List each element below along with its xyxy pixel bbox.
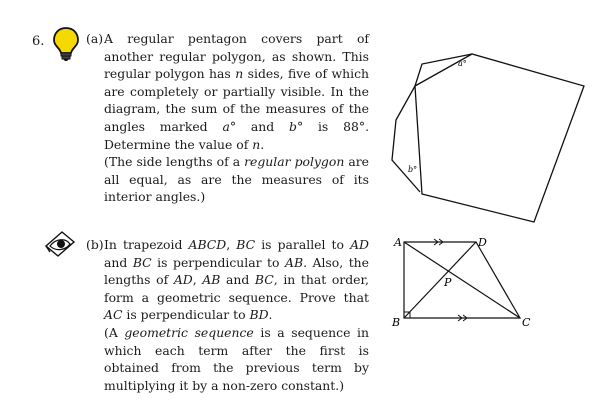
eye-icon — [44, 230, 84, 260]
lightbulb-icon — [52, 26, 80, 62]
angle-a-label: a° — [458, 59, 467, 68]
diagonal-ac — [404, 242, 520, 318]
pentagon-figure — [384, 44, 594, 234]
part-a-note: (The side lengths of a regular polygon are all equal, as are the measures of its interior angles.) — [104, 154, 369, 205]
part-b-note: (A geometric sequence is a sequence in which each term after the first is obtained from the previous term by multiplying it by a non-zero constant.) — [104, 325, 369, 393]
angle-b-label: b° — [408, 165, 418, 174]
trapezoid-figure — [386, 232, 536, 332]
vertex-d: D — [478, 236, 487, 249]
intersection-p: P — [444, 276, 452, 289]
part-a-text: A regular pentagon covers part of another regular polygon, as shown. This regular polygon has n sides, five of which are completely or partially visible. In the diagram, the sum of the measures of the angles marked a° and b° is 88°. Determine the value of n. — [104, 31, 370, 152]
pentagon — [415, 54, 584, 222]
part-b-label: (b) — [86, 237, 104, 252]
vertex-b: B — [392, 316, 401, 329]
part-b-text: In trapezoid ABCD, BC is parallel to AD and BC is perpendicular to AB. Also, the lengths of AD, AB and BC, in that order, form a geometric sequence. Prove that AC is perpendicular to BD. — [104, 237, 369, 323]
question-number: 6. — [32, 34, 45, 49]
vertex-c: C — [522, 316, 531, 329]
vertex-a: A — [394, 236, 402, 249]
diagonal-bd — [404, 242, 476, 318]
part-a-label: (a) — [86, 31, 104, 46]
